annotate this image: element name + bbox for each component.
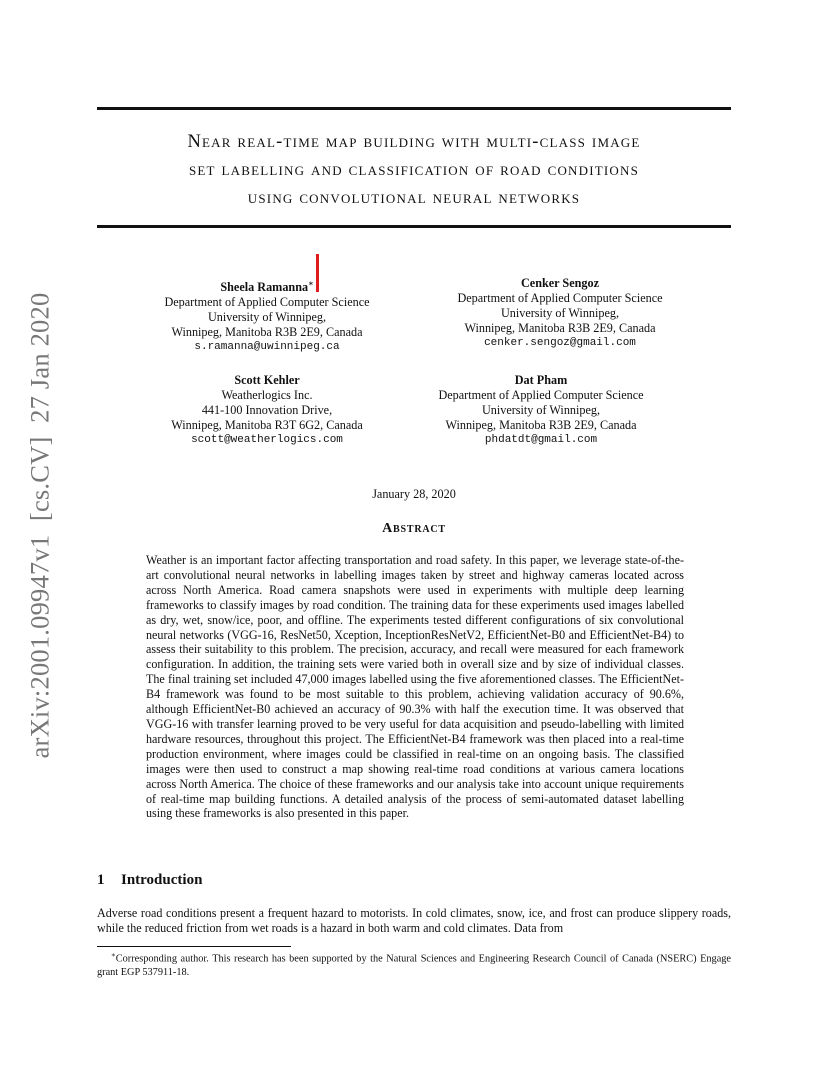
paper-title (97, 128, 731, 212)
author-affiliation: Department of Applied Computer Science (164, 295, 370, 310)
text-cursor-marker (316, 254, 319, 292)
title-bottom-rule (97, 225, 731, 228)
author-affiliation: Department of Applied Computer Science (457, 291, 663, 305)
title-line-1: Near real-time map building with multi-class image (187, 132, 641, 152)
footnote-rule (97, 946, 291, 947)
author-name: Scott Kehler (234, 373, 300, 387)
author-email[interactable]: phdatdt@gmail.com (484, 434, 598, 446)
title-line-3: using convolutional neural networks (247, 188, 581, 208)
author-address: Winnipeg, Manitoba R3B 2E9, Canada (464, 321, 656, 335)
author-affiliation: Weatherlogics Inc. (221, 388, 313, 402)
author-name: Cenker Sengoz (521, 276, 599, 290)
author-affiliation: Department of Applied Computer Science (438, 388, 644, 402)
title-line-2: set labelling and classification of road conditions (188, 160, 640, 180)
section-heading (97, 872, 202, 889)
section-number: 1 (97, 872, 105, 888)
author-email[interactable]: s.ramanna@uwinnipeg.ca (194, 341, 340, 354)
author-institution: University of Winnipeg, (207, 310, 327, 325)
section-title: Introduction (121, 872, 203, 888)
author-block-1 (147, 276, 387, 355)
author-email[interactable]: scott@weatherlogics.com (191, 434, 343, 446)
abstract-body: Weather is an important factor affecting transportation and road safety. In this paper, we leverage state-of-the-art convolutional neural networks in labelling images taken by street and highway cameras located across across North America. Road camera snapshots were used in experiments with multiple deep learning frameworks to classify images by road condition. The training data for these experiments used images labelled as dry, wet, snow/ice, poor, and offline. The experiments tested different configurations of six convolutional neural networks (VGG-16, ResNet50, Xception, InceptionResNetV2, EfficientNet-B0 and EfficientNet-B4) to assess their suitability to this problem. The precision, accuracy, and recall were measured for each framework configuration. In addition, the training sets were varied both in overall size and by size of individual classes. The final training set included 47,000 images labelled using the five aforementioned classes. The EfficientNet-B4 framework was found to be most suitable to this problem, achieving validation accuracy of 90.6%, although EfficientNet-B0 achieved an accuracy of 90.3% with half the execution time. It was observed that VGG-16 with transfer learning proved to be very useful for data acquisition and pseudo-labelling with limited hardware resources, throughout this project. The EfficientNet-B4 framework was then placed into a real-time production environment, where images could be classified in real-time on an ongoing basis. The classified images were then used to construct a map showing real-time road conditions at various camera locations across North America. The choice of these frameworks and our analysis take into account unique requirements of real-time map building functions. A detailed analysis of the process of semi-automated dataset labelling using these frameworks is also presented in this paper. (146, 553, 684, 821)
top-rule (97, 107, 731, 110)
author-institution: University of Winnipeg, (481, 403, 601, 417)
footnote-text: Corresponding author. This research has been supported by the Natural Sciences and Engineering Research Council of Canada (NSERC) Engage grant EGP 537911-18. (97, 953, 731, 978)
author-email[interactable]: cenker.sengoz@gmail.com (484, 337, 636, 349)
footnote (97, 949, 731, 979)
footnote-mark: ∗ (308, 279, 314, 288)
author-institution: 441-100 Innovation Drive, (201, 403, 333, 417)
author-institution: University of Winnipeg, (500, 306, 620, 320)
author-name: Sheela Ramanna∗ (220, 279, 314, 295)
author-address: Winnipeg, Manitoba R3T 6G2, Canada (171, 418, 363, 432)
author-block-2 (440, 276, 680, 351)
paper-date: January 28, 2020 (372, 487, 456, 501)
author-address: Winnipeg, Manitoba R3B 2E9, Canada (171, 325, 363, 340)
arxiv-stamp (20, 290, 60, 760)
arxiv-stamp-text[interactable]: arXiv:2001.09947v1 [cs.CV] 27 Jan 2020 (24, 292, 55, 758)
intro-paragraph: Adverse road conditions present a frequent hazard to motorists. In cold climates, snow, ice, and frost can produce slippery roads, while the reduced friction from wet roads is a hazard in both warm and cold climates. Data from (97, 906, 731, 936)
author-name: Dat Pham (514, 373, 568, 387)
author-block-3 (147, 373, 387, 448)
author-block-4 (421, 373, 661, 448)
author-address: Winnipeg, Manitoba R3B 2E9, Canada (445, 418, 637, 432)
abstract-heading: Abstract (382, 521, 446, 536)
footnote-mark: ∗ (111, 951, 116, 959)
